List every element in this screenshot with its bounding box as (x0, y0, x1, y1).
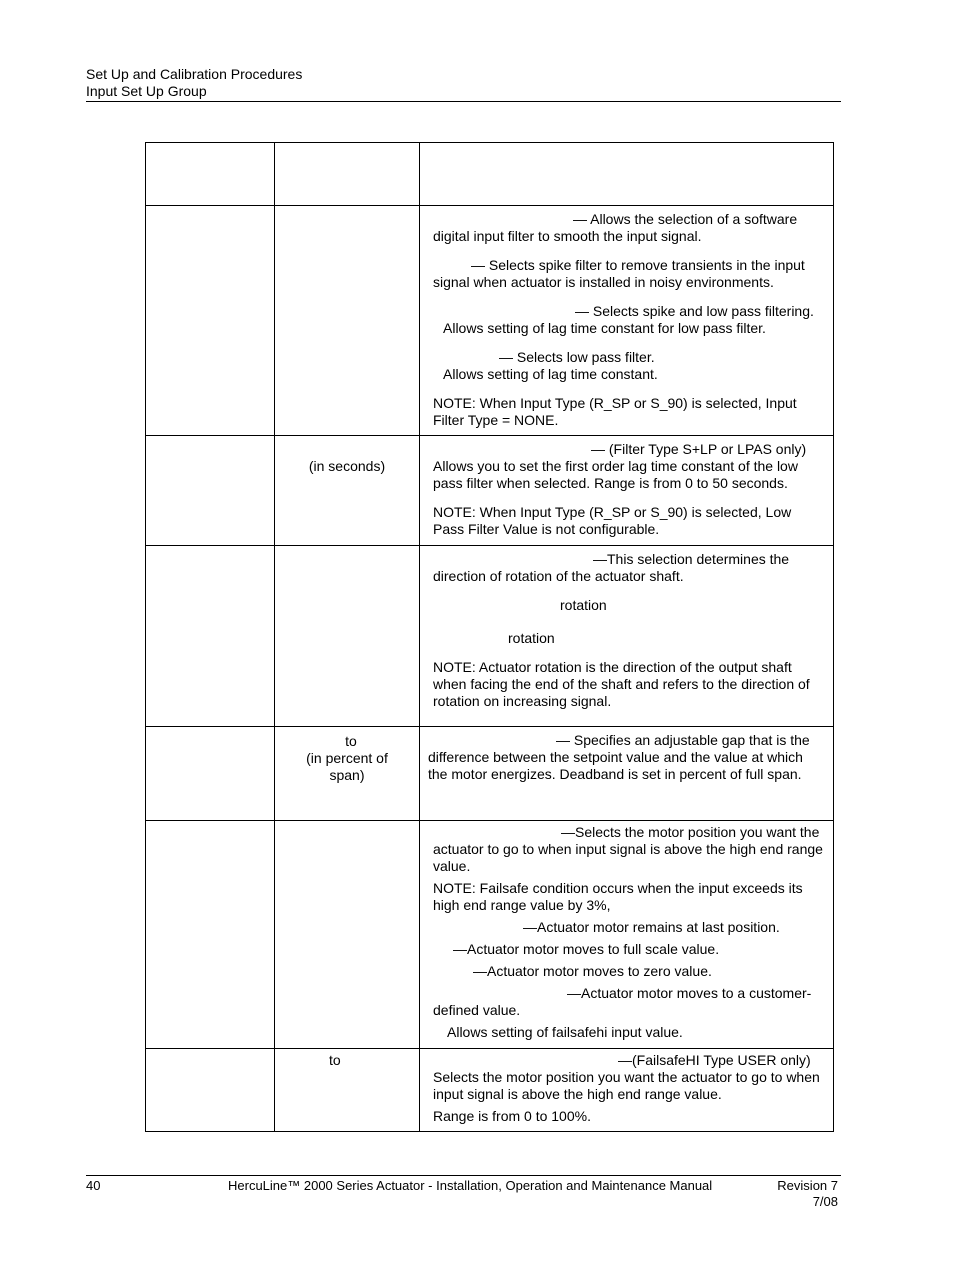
manual-title: HercuLine™ 2000 Series Actuator - Installation, Operation and Maintenance Manual (228, 1178, 713, 1193)
value-cell (275, 727, 420, 821)
lowpass-range-unit: (in seconds) (308, 458, 386, 474)
table-row (146, 821, 834, 1049)
definition-cell (420, 727, 834, 821)
definition-cell (420, 546, 834, 727)
rotation-description: —This selection determines the direction of rotation of the actuator shaft. (433, 551, 790, 584)
filter-spike-option: — Selects spike filter to remove transients in the input signal when actuator is installed in noisy environments. (433, 257, 805, 290)
failsafe-value-range-to: to (329, 1052, 341, 1068)
definition-cell (420, 436, 834, 546)
table-row (146, 727, 834, 821)
value-cell (275, 821, 420, 1049)
lowpass-description: Allows you to set the first order lag time constant of the low pass filter when selected. Range is from 0 to 50 seconds. (433, 458, 798, 491)
parameter-table (145, 142, 834, 1132)
failsafe-user-detail: Allows setting of failsafehi input value. (447, 1024, 683, 1040)
failsafe-option-user: —Actuator motor moves to a customer-defined value. (433, 985, 812, 1018)
page-header (86, 66, 302, 100)
filter-spike-lp-detail: Allows setting of lag time constant for low pass filter. (443, 320, 766, 336)
header-cell-function-prompt (146, 143, 275, 206)
failsafe-option-full: —Actuator motor moves to full scale value. (453, 941, 720, 957)
footer-divider (86, 1175, 841, 1176)
failsafe-value-range: Range is from 0 to 100%. (433, 1108, 591, 1124)
deadband-range-to: to (345, 733, 357, 749)
value-cell (275, 206, 420, 436)
failsafe-note: NOTE: Failsafe condition occurs when the input exceeds its high end range value by 3%, (433, 880, 803, 913)
header-group-title: Input Set Up Group (86, 83, 207, 99)
table-row (146, 546, 834, 727)
deadband-description: — Specifies an adjustable gap that is the difference between the setpoint value and the value at which the motor energizes. Deadband is set in percent of full span. (428, 732, 810, 782)
prompt-cell (146, 436, 275, 546)
lowpass-note: NOTE: When Input Type (R_SP or S_90) is selected, Low Pass Filter Value is not configurable. (433, 504, 792, 537)
table-row (146, 206, 834, 436)
value-cell (275, 1049, 420, 1132)
failsafe-option-last: —Actuator motor remains at last position. (523, 919, 780, 935)
lowpass-qualifier: — (Filter Type S+LP or LPAS only) (591, 441, 807, 457)
header-cell-definition (420, 143, 834, 206)
prompt-cell (146, 1049, 275, 1132)
value-cell (275, 436, 420, 546)
table-row (146, 436, 834, 546)
filter-lowpass-detail: Allows setting of lag time constant. (443, 366, 658, 382)
deadband-range-unit-2: span) (329, 767, 365, 783)
revision-date: 7/08 (812, 1194, 838, 1209)
failsafe-value-description: Selects the motor position you want the actuator to go to when input signal is above the high end range value. (433, 1069, 820, 1102)
failsafe-description: —Selects the motor position you want the actuator to go to when input signal is above the high end range value. (433, 824, 823, 874)
rotation-note: NOTE: Actuator rotation is the direction of the output shaft when facing the end of the shaft and refers to the direction of rotation on increasing signal. (433, 659, 810, 709)
definition-cell (420, 821, 834, 1049)
rotation-option-cw: rotation (560, 597, 607, 613)
rotation-option-ccw: rotation (508, 630, 555, 646)
header-divider (86, 101, 841, 102)
value-cell (275, 546, 420, 727)
page-number: 40 (86, 1178, 101, 1193)
prompt-cell (146, 727, 275, 821)
prompt-cell (146, 821, 275, 1049)
filter-spike-lp-option: — Selects spike and low pass filtering. (575, 303, 814, 319)
prompt-cell (146, 206, 275, 436)
deadband-range-unit: (in percent of (306, 750, 388, 766)
header-cell-value (275, 143, 420, 206)
revision-label: Revision 7 (777, 1178, 838, 1193)
definition-cell (420, 1049, 834, 1132)
revision-info (760, 1178, 838, 1210)
prompt-cell (146, 546, 275, 727)
table-header-row (146, 143, 834, 206)
filter-note: NOTE: When Input Type (R_SP or S_90) is selected, Input Filter Type = NONE. (433, 395, 797, 428)
table-row (146, 1049, 834, 1132)
filter-description: — Allows the selection of a software digital input filter to smooth the input signal. (433, 211, 798, 244)
filter-lowpass-option: — Selects low pass filter. (499, 349, 655, 365)
failsafe-value-qualifier: —(FailsafeHI Type USER only) (618, 1052, 811, 1068)
header-section-title: Set Up and Calibration Procedures (86, 66, 303, 82)
failsafe-option-zero: —Actuator motor moves to zero value. (473, 963, 712, 979)
definition-cell (420, 206, 834, 436)
